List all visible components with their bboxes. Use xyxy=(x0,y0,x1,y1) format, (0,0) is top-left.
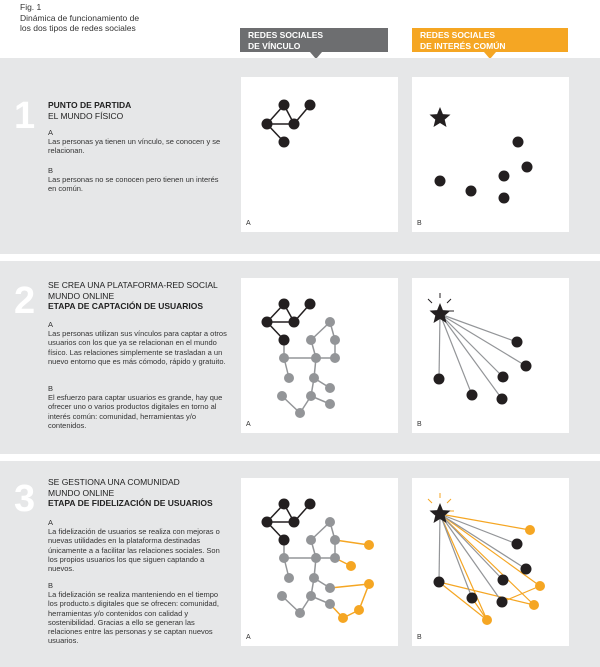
node xyxy=(529,600,539,610)
network-2b xyxy=(412,278,569,433)
paragraph-a-label: A xyxy=(48,518,54,527)
node xyxy=(277,391,287,401)
node xyxy=(295,408,305,418)
node xyxy=(330,535,340,545)
node xyxy=(499,193,510,204)
header-vinculo-line1: REDES SOCIALES xyxy=(248,30,324,40)
figure-caption-line2: los dos tipos de redes sociales xyxy=(20,23,136,33)
node xyxy=(498,372,509,383)
network-1a xyxy=(241,77,398,232)
paragraph-b-text: El esfuerzo para captar usuarios es grande, hay que ofrecer uno o varios productos digitales en torno al interés común: comunidad, herramientas y/o contenidos. xyxy=(48,393,223,430)
panel-2b xyxy=(412,278,569,433)
section-2 xyxy=(0,261,600,454)
node xyxy=(289,119,300,130)
network-2a xyxy=(241,278,398,433)
node xyxy=(364,579,374,589)
section-1 xyxy=(0,58,600,254)
node xyxy=(305,100,316,111)
panel-label: A xyxy=(246,421,251,428)
paragraph-a-text: Las personas utilizan sus vínculos para captar a otros usuarios con los que ya se relacionan en el mundo físico. Las relaciones simplemente se trasladan a un nuevo entorno que es más cómodo, rápido y gratuito. xyxy=(48,329,227,366)
node xyxy=(325,383,335,393)
panel-label: A xyxy=(246,634,251,641)
node xyxy=(330,353,340,363)
node xyxy=(354,605,364,615)
header-interes xyxy=(412,28,568,52)
node xyxy=(435,176,446,187)
node xyxy=(311,553,321,563)
header-vinculo-line2: DE VÍNCULO xyxy=(248,40,301,51)
node xyxy=(305,499,316,510)
network-3b xyxy=(412,478,569,646)
node xyxy=(279,137,290,148)
node xyxy=(513,137,524,148)
figure-label: Fig. 1 xyxy=(20,2,42,12)
node xyxy=(525,525,535,535)
node xyxy=(262,317,273,328)
node xyxy=(289,317,300,328)
node xyxy=(279,100,290,111)
paragraph-b xyxy=(48,384,228,430)
node xyxy=(434,374,445,385)
node xyxy=(434,577,445,588)
panel-label: A xyxy=(246,220,251,227)
paragraph-b-label: B xyxy=(48,581,54,590)
paragraph-b-text: Las personas no se conocen pero tienen un interés en común. xyxy=(48,175,219,194)
node xyxy=(521,564,532,575)
section-title-line1: SE GESTIONA UNA COMUNIDAD xyxy=(48,477,180,487)
paragraph-a-text: Las personas ya tienen un vínculo, se conocen y se relacionan. xyxy=(48,137,221,156)
node xyxy=(306,591,316,601)
node xyxy=(279,499,290,510)
node xyxy=(330,553,340,563)
node xyxy=(311,353,321,363)
header-interes-line2: DE INTERÉS COMÚN xyxy=(420,40,506,51)
section-number: 1 xyxy=(14,95,36,137)
node xyxy=(305,299,316,310)
node xyxy=(338,613,348,623)
section-title-line2: MUNDO ONLINE xyxy=(48,290,115,301)
node xyxy=(262,119,273,130)
paragraph-b xyxy=(48,166,228,194)
node xyxy=(498,575,509,586)
node xyxy=(279,335,290,346)
section-title xyxy=(48,100,223,121)
node xyxy=(279,353,289,363)
paragraph-b-label: B xyxy=(48,384,54,393)
section-title-line3: ETAPA DE CAPTACIÓN DE USUARIOS xyxy=(48,301,204,311)
node xyxy=(306,391,316,401)
node xyxy=(325,583,335,593)
node xyxy=(482,615,492,625)
paragraph-a-label: A xyxy=(48,128,54,137)
paragraph-a-text: La fidelización de usuarios se realiza con mejoras o nuevas utilidades en la plataforma destinadas únicamente a a facilitar las relaciones sociales. Son los propios usuarios los que siguen captando a nuevos. xyxy=(48,527,220,574)
node xyxy=(522,162,533,173)
figure-caption-line1: Dinámica de funcionamiento de xyxy=(20,12,140,23)
panel-2a xyxy=(241,278,398,433)
panel-3a xyxy=(241,478,398,646)
node xyxy=(279,535,290,546)
paragraph-b-label: B xyxy=(48,166,54,175)
node xyxy=(497,394,508,405)
panel-1a xyxy=(241,77,398,232)
network-3a xyxy=(241,478,398,646)
paragraph-a xyxy=(48,320,228,366)
node xyxy=(279,299,290,310)
section-title xyxy=(48,477,238,509)
node xyxy=(512,539,523,550)
node xyxy=(364,540,374,550)
node xyxy=(309,373,319,383)
node xyxy=(521,361,532,372)
node xyxy=(306,535,316,545)
node xyxy=(325,399,335,409)
node xyxy=(309,573,319,583)
header-interes-line1: REDES SOCIALES xyxy=(420,30,496,40)
header-vinculo xyxy=(240,28,388,52)
node xyxy=(466,186,477,197)
section-title-line3: ETAPA DE FIDELIZACIÓN DE USUARIOS xyxy=(48,498,213,508)
section-3 xyxy=(0,461,600,667)
node xyxy=(499,171,510,182)
node xyxy=(512,337,523,348)
paragraph-a xyxy=(48,128,228,156)
node xyxy=(289,517,300,528)
node xyxy=(467,593,478,604)
section-title-line1: PUNTO DE PARTIDA xyxy=(48,100,132,110)
section-title-line2: EL MUNDO FÍSICO xyxy=(48,110,124,121)
node xyxy=(325,317,335,327)
node xyxy=(279,553,289,563)
node xyxy=(325,517,335,527)
panel-3b xyxy=(412,478,569,646)
panel-1b xyxy=(412,77,569,232)
figure-caption xyxy=(20,2,139,34)
node xyxy=(284,573,294,583)
node xyxy=(306,335,316,345)
paragraph-b-text: La fidelización se realiza manteniendo en el tiempo los producto.s digitales que se ofrecen: comunidad, herramientas y/o contenidos con calidad y sostenibilidad. Gracias a ello se generan las relaciones entre las personas y se captan nuevos usuarios. xyxy=(48,590,219,646)
node xyxy=(277,591,287,601)
panel-label: B xyxy=(417,421,422,428)
star-icon xyxy=(430,107,451,127)
node xyxy=(284,373,294,383)
paragraph-b xyxy=(48,581,228,645)
node xyxy=(535,581,545,591)
node xyxy=(346,561,356,571)
node xyxy=(330,335,340,345)
section-title-line1: SE CREA UNA PLATAFORMA-RED SOCIAL xyxy=(48,280,218,290)
panel-label: B xyxy=(417,634,422,641)
node xyxy=(497,597,508,608)
section-number: 3 xyxy=(14,478,36,520)
section-title xyxy=(48,280,238,312)
section-title-line2: MUNDO ONLINE xyxy=(48,487,115,498)
paragraph-a xyxy=(48,518,228,573)
panel-label: B xyxy=(417,220,422,227)
node xyxy=(325,599,335,609)
section-number: 2 xyxy=(14,280,36,322)
node xyxy=(262,517,273,528)
network-1b xyxy=(412,77,569,232)
paragraph-a-label: A xyxy=(48,320,54,329)
node xyxy=(295,608,305,618)
node xyxy=(467,390,478,401)
